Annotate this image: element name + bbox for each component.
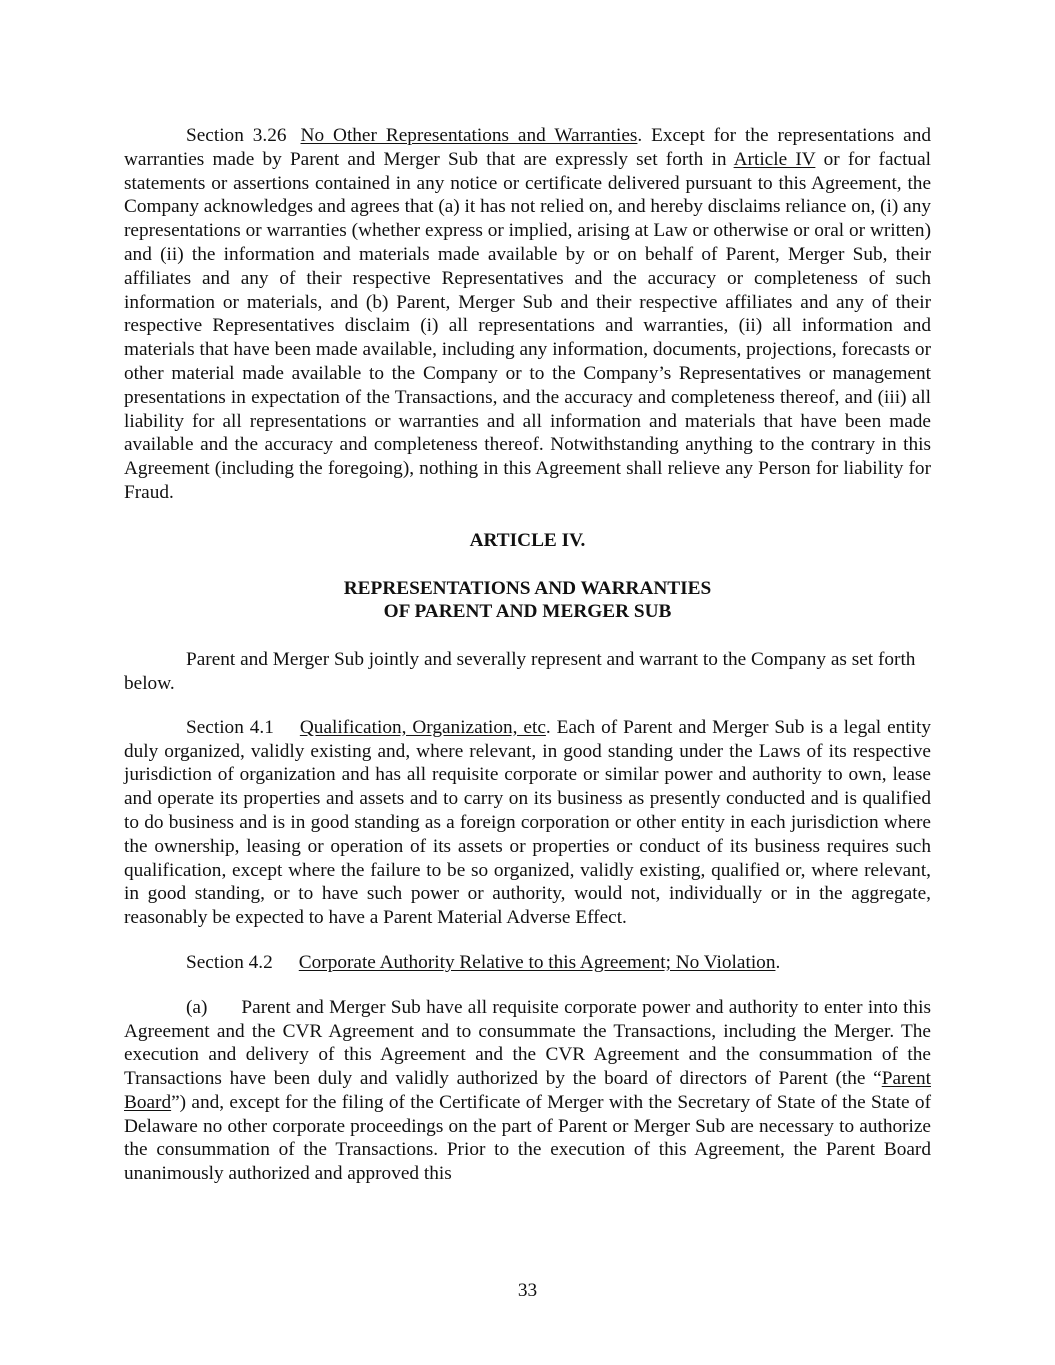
article-title-line-1: REPRESENTATIONS AND WARRANTIES (343, 577, 712, 599)
section-title: Corporate Authority Relative to this Agreement; No Violation (298, 951, 776, 973)
section-text: ”) and, except for the filing of the Certificate of Merger with the Secretary of State of the State of Delaware no other corporate proceedings on the part of Parent or Merger Sub are necessary to authorize the consummation of the Transactions. Prior to the execution of this Agreement, the Parent Board unanimously authorized and approved this (124, 1091, 931, 1185)
article-title (124, 577, 931, 625)
section-text: . Except for the representations and warranties made by Parent and Merger Sub that are expressly set forth in (124, 125, 931, 170)
article-intro-paragraph: Parent and Merger Sub jointly and severally represent and warrant to the Company as set forth below. (124, 649, 916, 694)
section-4-2-heading: Section 4.2 Corporate Authority Relative to this Agreement; No Violation. (186, 951, 781, 973)
section-title: No Other Representations and Warranties (300, 125, 638, 146)
section-4-2-a-paragraph (124, 996, 931, 1186)
defined-term-parent-board: Parent Board (124, 1068, 931, 1113)
section-number: Section 4.2 (186, 951, 273, 973)
article-title-line-2: OF PARENT AND MERGER SUB (383, 601, 672, 623)
article-iv-reference: Article IV (733, 148, 816, 170)
section-3-26-paragraph (124, 124, 931, 505)
section-text: . Each of Parent and Merger Sub is a legal entity duly organized, validly existing and, where relevant, in good standing under the Laws of its respective jurisdiction of organization and has all requisite corporate or similar power and authority to own, lease and operate its properties and assets and to carry on its business as presently conducted and is qualified to do business and is in good standing as a foreign corporation or other entity in each jurisdiction where the ownership, leasing or operation of its assets or properties or conduct of its business requires such qualification, except where the failure to be so organized, validly existing, qualified or, where relevant, in good standing, or to have such power or authority, would not, individually or in the aggregate, reasonably be expected to have a Parent Material Adverse Effect. (124, 716, 931, 929)
article-heading: ARTICLE IV. (469, 529, 586, 551)
section-text: Parent and Merger Sub have all requisite corporate power and authority to enter into this Agreement and the CVR Agreement and to consummate the Transactions, including the Merger. The execution and delivery of this Agreement and the CVR Agreement and the consummation of the Transactions have been duly and validly authorized by the board of directors of Parent (the “ (124, 996, 931, 1090)
document-page (124, 124, 931, 1186)
page-number: 33 (517, 1280, 538, 1301)
section-4-1-paragraph (124, 716, 931, 930)
section-text: or for factual statements or assertions contained in any notice or certificate delivered pursuant to this Agreement, the Company acknowledges and agrees that (a) it has not relied on, and hereby disclaims reliance on, (i) any representations or warranties (whether express or implied, arising at Law or otherwise or oral or written) and (ii) the information and materials made available by or on behalf of Parent, Merger Sub, their affiliates and any of their respective Representatives and the accuracy or completeness of such information or materials, and (b) Parent, Merger Sub and their respective affiliates and any of their respective Representatives disclaim (i) all representations and warranties, (ii) all information and materials that have been made available, including any information, documents, projections, forecasts or other material made available to the Company or to the Company’s Representatives or management presentations in expectation of the Transactions, and the accuracy and completeness thereof, and (iii) all liability for all representations or warranties and all information and materials that have been made available and the accuracy and completeness thereof. Notwithstanding anything to the contrary in this Agreement (including the foregoing), nothing in this Agreement shall relieve any Person for liability for Fraud. (124, 148, 931, 503)
subsection-label: (a) (186, 996, 208, 1018)
section-number: Section 4.1 (186, 716, 274, 738)
section-title: Qualification, Organization, etc (299, 716, 546, 738)
section-number: Section 3.26 (186, 125, 287, 146)
